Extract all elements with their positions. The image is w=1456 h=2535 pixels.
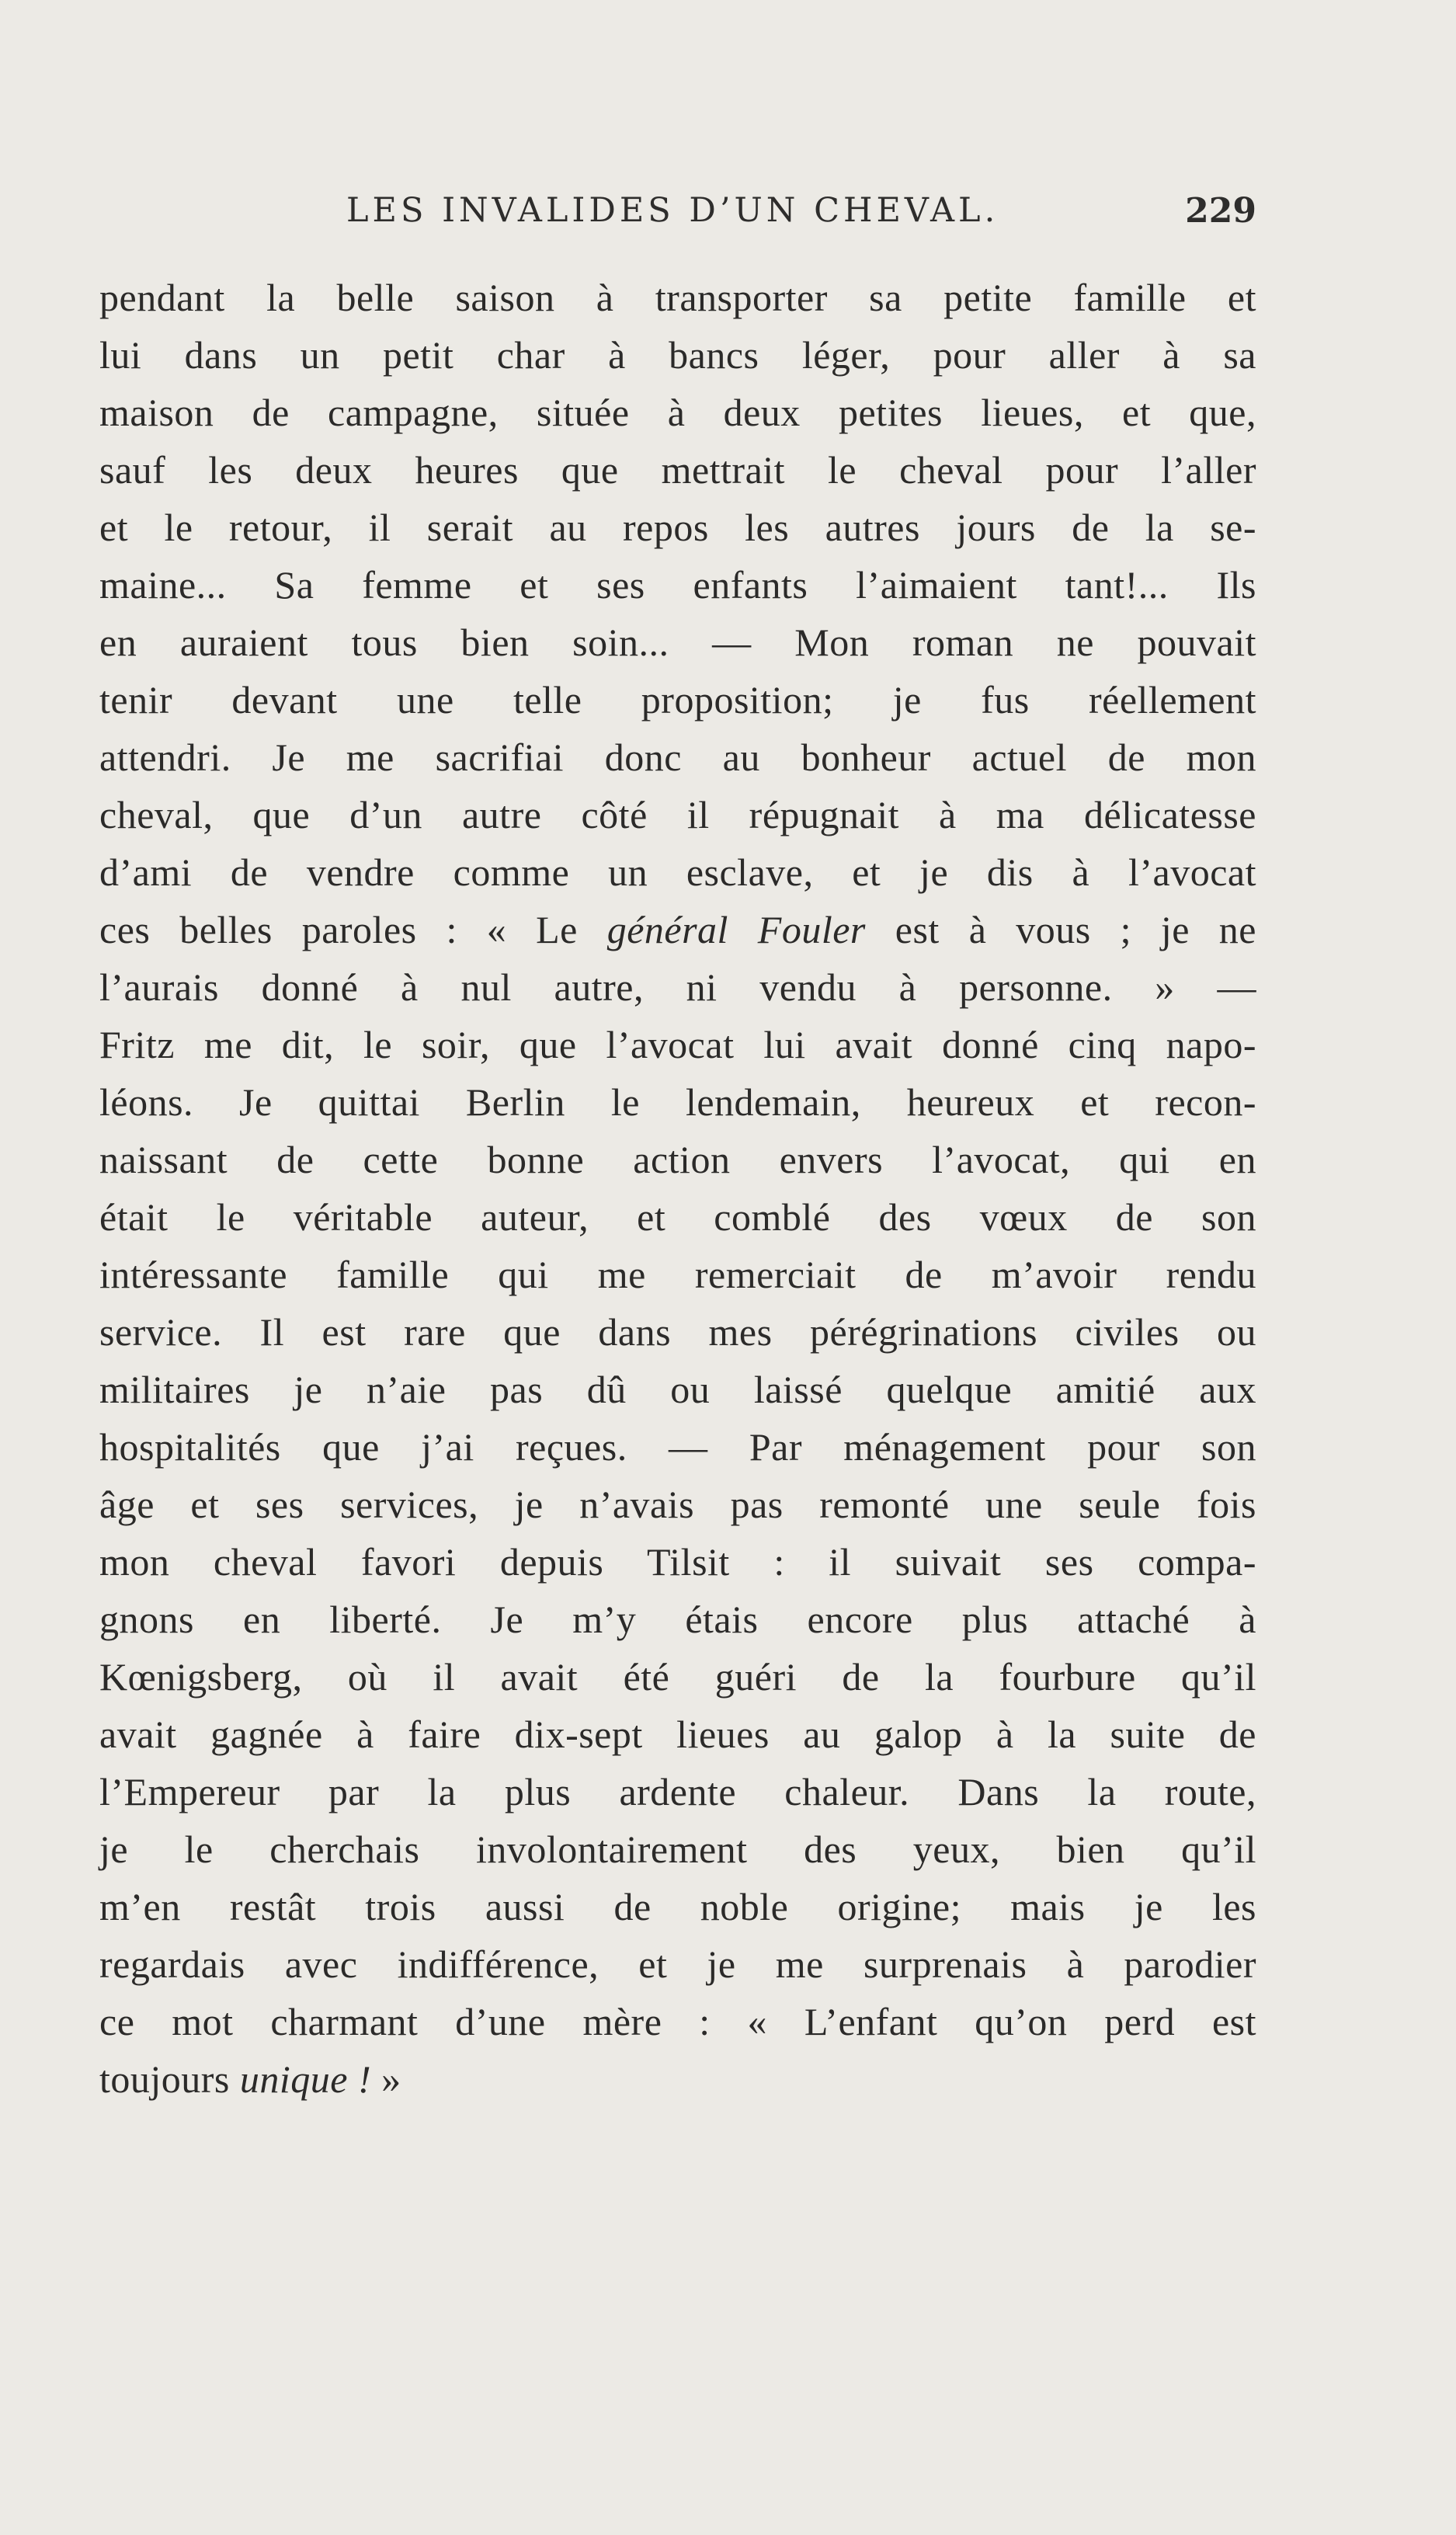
text-line: je le cherchais involontairement des yeux, bien qu’il xyxy=(99,1827,1256,1871)
italic-text: général Fouler xyxy=(606,908,866,951)
text-line: lui dans un petit char à bancs léger, pour aller à sa xyxy=(99,333,1256,377)
text-segment: est à vous ; je ne xyxy=(865,908,1256,951)
text-segment: » xyxy=(371,2057,401,2101)
text-line: en auraient tous bien soin... — Mon roman ne pouvait xyxy=(99,621,1256,664)
text-line: intéressante famille qui me remerciait de m’avoir rendu xyxy=(99,1253,1256,1296)
text-segment: ces belles paroles : « Le xyxy=(99,908,607,951)
text-line: militaires je n’aie pas dû ou laissé quelque amitié aux xyxy=(99,1368,1256,1411)
page-header xyxy=(99,191,1256,245)
text-line: Kœnigsberg, où il avait été guéri de la fourbure qu’il xyxy=(99,1655,1256,1699)
text-line xyxy=(99,2050,1256,2108)
text-line: maison de campagne, située à deux petites lieues, et que, xyxy=(99,391,1256,434)
text-line: et le retour, il serait au repos les autres jours de la se- xyxy=(99,506,1256,549)
text-line: attendri. Je me sacrifiai donc au bonheur actuel de mon xyxy=(99,735,1256,779)
page-number: 229 xyxy=(1185,191,1256,231)
text-line: cheval, que d’un autre côté il répugnait à ma délicatesse xyxy=(99,793,1256,836)
italic-text: unique ! xyxy=(239,2057,372,2101)
text-line: service. Il est rare que dans mes pérégrinations civiles ou xyxy=(99,1310,1256,1354)
text-line: hospitalités que j’ai reçues. — Par ménagement pour son xyxy=(99,1425,1256,1469)
text-line: ce mot charmant d’une mère : « L’enfant qu’on perd est xyxy=(99,2000,1256,2043)
text-line: tenir devant une telle proposition; je fus réellement xyxy=(99,678,1256,722)
text-line: léons. Je quittai Berlin le lendemain, heureux et recon- xyxy=(99,1080,1256,1124)
text-line xyxy=(99,901,1256,958)
text-line: pendant la belle saison à transporter sa petite famille et xyxy=(99,276,1256,319)
text-segment: toujours xyxy=(99,2057,240,2101)
text-line: avait gagnée à faire dix-sept lieues au galop à la suite de xyxy=(99,1713,1256,1756)
text-line: l’Empereur par la plus ardente chaleur. Dans la route, xyxy=(99,1770,1256,1813)
text-line: d’ami de vendre comme un esclave, et je dis à l’avocat xyxy=(99,850,1256,894)
text-line: regardais avec indifférence, et je me surprenais à parodier xyxy=(99,1942,1256,1986)
text-line: naissant de cette bonne action envers l’avocat, qui en xyxy=(99,1138,1256,1181)
body-text xyxy=(99,269,1256,2108)
running-title: LES INVALIDES D’UN CHEVAL. xyxy=(346,191,999,230)
text-line: gnons en liberté. Je m’y étais encore plus attaché à xyxy=(99,1598,1256,1641)
text-line: était le véritable auteur, et comblé des vœux de son xyxy=(99,1195,1256,1239)
text-line: Fritz me dit, le soir, que l’avocat lui avait donné cinq napo- xyxy=(99,1023,1256,1066)
text-line: âge et ses services, je n’avais pas remonté une seule fois xyxy=(99,1483,1256,1526)
text-line: m’en restât trois aussi de noble origine; mais je les xyxy=(99,1885,1256,1928)
text-line: mon cheval favori depuis Tilsit : il suivait ses compa- xyxy=(99,1540,1256,1584)
text-line: l’aurais donné à nul autre, ni vendu à personne. » — xyxy=(99,965,1256,1009)
text-line: maine... Sa femme et ses enfants l’aimaient tant!... Ils xyxy=(99,563,1256,607)
text-line: sauf les deux heures que mettrait le cheval pour l’aller xyxy=(99,448,1256,492)
